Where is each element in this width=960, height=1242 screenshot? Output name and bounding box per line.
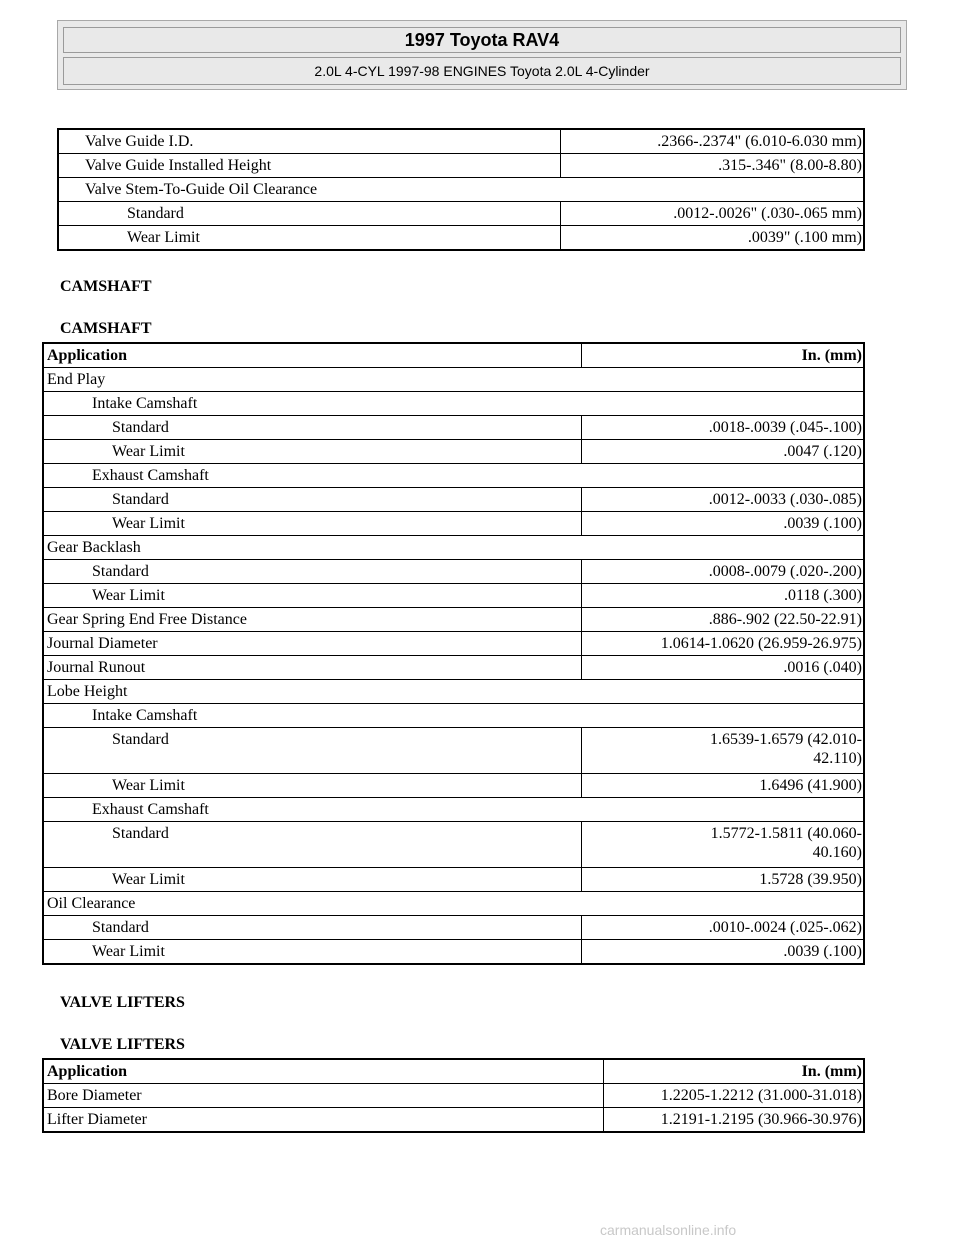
valve-lifters-table [42, 1058, 865, 1133]
table-row [43, 892, 864, 916]
row-label: Wear Limit [43, 774, 581, 798]
section-heading-camshaft: CAMSHAFT [60, 278, 152, 295]
table-row [43, 632, 864, 656]
table-row [43, 560, 864, 584]
row-label: Intake Camshaft [43, 704, 864, 728]
table-row [43, 798, 864, 822]
row-value: 1.2191-1.2195 (30.966-30.976) [603, 1108, 864, 1133]
row-value: .0016 (.040) [581, 656, 864, 680]
row-label: Wear Limit [43, 512, 581, 536]
row-value: .0018-.0039 (.045-.100) [581, 416, 864, 440]
table-row [43, 488, 864, 512]
table-row [43, 608, 864, 632]
row-label: Valve Stem-To-Guide Oil Clearance [58, 178, 864, 202]
row-label: Valve Guide Installed Height [58, 154, 560, 178]
table-header [43, 1059, 864, 1084]
table-row [43, 704, 864, 728]
row-label: Exhaust Camshaft [43, 464, 864, 488]
row-value-line: 1.5772-1.5811 (40.060- [710, 825, 862, 842]
row-label: Wear Limit [43, 868, 581, 892]
column-header-application: Application [43, 1059, 603, 1084]
row-value: .0047 (.120) [581, 440, 864, 464]
table-row [43, 536, 864, 560]
row-label: Wear Limit [43, 940, 581, 965]
row-value: .0012-.0026" (.030-.065 mm) [560, 202, 864, 226]
row-label: Valve Guide I.D. [58, 129, 560, 154]
row-value-line: 1.6539-1.6579 (42.010- [710, 731, 862, 748]
table-caption-camshaft: CAMSHAFT [60, 320, 152, 337]
column-header-unit: In. (mm) [581, 343, 864, 368]
table-row [43, 940, 864, 965]
row-value: 1.0614-1.0620 (26.959-26.975) [581, 632, 864, 656]
row-label: Intake Camshaft [43, 392, 864, 416]
row-value [581, 822, 864, 868]
table-row [43, 656, 864, 680]
row-value: .0039 (.100) [581, 940, 864, 965]
watermark: carmanualsonline.info [600, 1222, 737, 1238]
row-label: Standard [43, 728, 581, 774]
row-label: Wear Limit [58, 226, 560, 251]
valve-guide-table [57, 128, 865, 251]
row-value: .0010-.0024 (.025-.062) [581, 916, 864, 940]
row-label: Standard [43, 916, 581, 940]
row-label: Bore Diameter [43, 1084, 603, 1108]
table-row [43, 774, 864, 798]
row-label: Standard [43, 822, 581, 868]
table-row [43, 464, 864, 488]
row-value [581, 728, 864, 774]
table-row [43, 416, 864, 440]
table-row [58, 202, 864, 226]
row-value-line: 40.160) [812, 844, 862, 861]
page-header [57, 20, 907, 90]
table-row [43, 440, 864, 464]
table-row [43, 822, 864, 868]
row-value: .315-.346" (8.00-8.80) [560, 154, 864, 178]
row-label: Wear Limit [43, 440, 581, 464]
table-row [58, 226, 864, 251]
table-row [43, 680, 864, 704]
row-label: Oil Clearance [43, 892, 864, 916]
table-row [43, 868, 864, 892]
row-label: Wear Limit [43, 584, 581, 608]
section-heading-valve-lifters: VALVE LIFTERS [60, 994, 185, 1011]
table-row [43, 392, 864, 416]
row-value: .0012-.0033 (.030-.085) [581, 488, 864, 512]
table-row [43, 916, 864, 940]
row-value: 1.5728 (39.950) [581, 868, 864, 892]
table-row [43, 512, 864, 536]
row-value: .0039 (.100) [581, 512, 864, 536]
table-row [43, 728, 864, 774]
row-value: .2366-.2374" (6.010-6.030 mm) [560, 129, 864, 154]
row-label: Journal Diameter [43, 632, 581, 656]
table-row [43, 584, 864, 608]
table-row [43, 1108, 864, 1133]
header-title: 1997 Toyota RAV4 [63, 27, 901, 53]
table-row [43, 368, 864, 392]
row-value: 1.2205-1.2212 (31.000-31.018) [603, 1084, 864, 1108]
row-label: Standard [43, 560, 581, 584]
row-value: .0008-.0079 (.020-.200) [581, 560, 864, 584]
table-row [58, 154, 864, 178]
table-caption-valve-lifters: VALVE LIFTERS [60, 1036, 185, 1053]
column-header-unit: In. (mm) [603, 1059, 864, 1084]
row-label: Lobe Height [43, 680, 864, 704]
row-value: .886-.902 (22.50-22.91) [581, 608, 864, 632]
column-header-application: Application [43, 343, 581, 368]
row-value: 1.6496 (41.900) [581, 774, 864, 798]
row-label: Gear Backlash [43, 536, 864, 560]
header-subtitle: 2.0L 4-CYL 1997-98 ENGINES Toyota 2.0L 4-Cylinder [63, 57, 901, 85]
row-label: End Play [43, 368, 864, 392]
row-value: .0118 (.300) [581, 584, 864, 608]
row-label: Standard [58, 202, 560, 226]
row-label: Standard [43, 488, 581, 512]
table-row [58, 129, 864, 154]
row-label: Lifter Diameter [43, 1108, 603, 1133]
camshaft-table [42, 342, 865, 965]
row-label: Exhaust Camshaft [43, 798, 864, 822]
row-value-line: 42.110) [813, 750, 862, 767]
row-label: Standard [43, 416, 581, 440]
table-row [58, 178, 864, 202]
row-label: Journal Runout [43, 656, 581, 680]
row-value: .0039" (.100 mm) [560, 226, 864, 251]
table-header [43, 343, 864, 368]
row-label: Gear Spring End Free Distance [43, 608, 581, 632]
table-row [43, 1084, 864, 1108]
